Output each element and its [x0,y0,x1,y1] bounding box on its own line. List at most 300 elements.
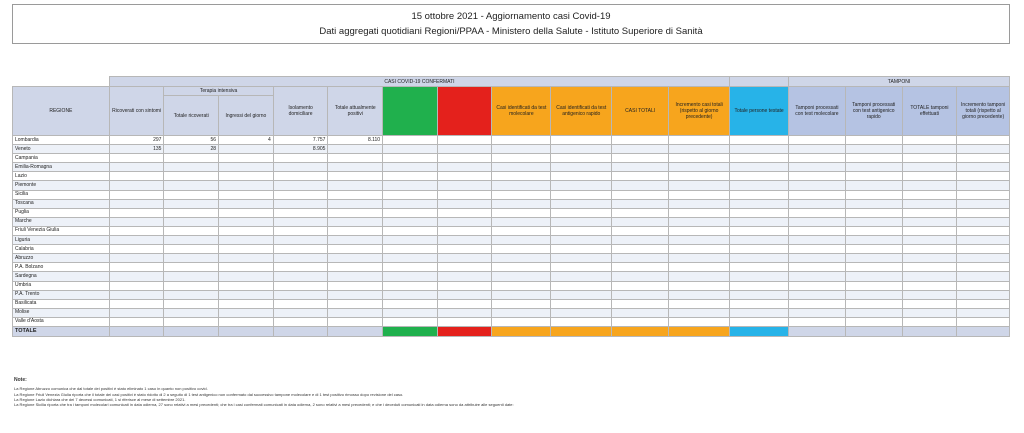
table-row [13,190,1010,199]
cell-col-6 [383,217,438,226]
cell-col-11 [669,245,730,254]
table-row [13,226,1010,235]
cell-col-9 [551,136,612,145]
region-name: TOTALE [13,326,110,336]
cell-col-14 [845,172,902,181]
cell-col-4 [273,172,328,181]
header-col-15: TOTALE tamponi effettuati [902,87,957,136]
cell-col-9 [551,281,612,290]
cell-col-11 [669,181,730,190]
cell-col-10 [612,326,669,336]
cell-col-15 [902,326,957,336]
cell-col-8 [492,136,551,145]
region-name: Lombardia [13,136,110,145]
cell-col-2 [164,290,219,299]
cell-col-4 [273,326,328,336]
cell-col-10 [612,317,669,326]
cell-col-16 [957,181,1010,190]
cell-col-2 [164,263,219,272]
cell-col-9 [551,290,612,299]
cell-col-1: 297 [109,136,164,145]
cell-col-2 [164,299,219,308]
cell-col-4 [273,281,328,290]
table-row [13,208,1010,217]
cell-col-8 [492,181,551,190]
cell-col-8 [492,308,551,317]
cell-col-2 [164,236,219,245]
cell-col-15 [902,172,957,181]
cell-col-14 [845,299,902,308]
page-title: 15 ottobre 2021 - Aggiornamento casi Covid-19 [411,11,611,22]
cell-col-2 [164,181,219,190]
cell-col-15 [902,181,957,190]
table-row [13,245,1010,254]
cell-col-16 [957,317,1010,326]
cell-col-16 [957,226,1010,235]
region-name: Piemonte [13,181,110,190]
cell-col-4 [273,254,328,263]
cell-col-8 [492,254,551,263]
table-row [13,317,1010,326]
cell-col-3 [219,226,274,235]
cell-col-5 [328,272,383,281]
region-name: Sicilia [13,190,110,199]
header-col-16: Incremento tamponi totali (rispetto al giorno precedente) [957,87,1010,136]
cell-col-9 [551,145,612,154]
cell-col-13 [789,272,846,281]
cell-col-14 [845,145,902,154]
table-row [13,254,1010,263]
cell-col-4 [273,236,328,245]
cell-col-14 [845,217,902,226]
cell-col-6 [383,236,438,245]
cell-col-2 [164,217,219,226]
cell-col-8 [492,154,551,163]
title-box [12,4,1010,44]
table-row [13,236,1010,245]
cell-col-15 [902,308,957,317]
cell-col-14 [845,163,902,172]
cell-col-15 [902,154,957,163]
cell-col-7 [437,254,492,263]
table-row [13,290,1010,299]
region-name: P.A. Trento [13,290,110,299]
region-name: Marche [13,217,110,226]
cell-col-7 [437,263,492,272]
cell-col-11 [669,317,730,326]
table-row [13,163,1010,172]
header-col-7 [437,87,492,136]
cell-col-12 [730,263,789,272]
cell-col-13 [789,181,846,190]
cell-col-11 [669,136,730,145]
cell-col-1 [109,308,164,317]
note-line: La Regione Abruzzo comunica che dal totale dei positivi è stato eliminato 1 caso in quanto non positivo covid. [14,386,208,392]
cell-col-6 [383,226,438,235]
cell-col-2 [164,199,219,208]
cell-col-13 [789,208,846,217]
cell-col-5 [328,281,383,290]
cell-col-2 [164,245,219,254]
cell-col-5 [328,217,383,226]
cell-col-3: 4 [219,136,274,145]
cell-col-11 [669,254,730,263]
cell-col-14 [845,245,902,254]
cell-col-4 [273,317,328,326]
cell-col-3 [219,317,274,326]
cell-col-1 [109,226,164,235]
cell-col-14 [845,236,902,245]
cell-col-7 [437,236,492,245]
region-name: Lazio [13,172,110,181]
cell-col-4 [273,226,328,235]
cell-col-9 [551,226,612,235]
cell-col-14 [845,190,902,199]
cell-col-13 [789,254,846,263]
cell-col-5 [328,199,383,208]
cell-col-8 [492,326,551,336]
cell-col-12 [730,308,789,317]
cell-col-4 [273,199,328,208]
cell-col-12 [730,272,789,281]
cell-col-8 [492,208,551,217]
cell-col-3 [219,190,274,199]
cell-col-16 [957,290,1010,299]
cell-col-6 [383,308,438,317]
cell-col-16 [957,172,1010,181]
cell-col-6 [383,245,438,254]
cell-col-3 [219,263,274,272]
cell-col-12 [730,145,789,154]
cell-col-2 [164,308,219,317]
cell-col-1 [109,190,164,199]
cell-col-6 [383,136,438,145]
cell-col-13 [789,308,846,317]
group-header-swabs: TAMPONI [789,77,1010,87]
cell-col-7 [437,326,492,336]
cell-col-5 [328,308,383,317]
cell-col-2 [164,272,219,281]
cell-col-3 [219,172,274,181]
cell-col-2: 56 [164,136,219,145]
cell-col-5 [328,154,383,163]
cell-col-13 [789,172,846,181]
cell-col-8 [492,299,551,308]
cell-col-16 [957,163,1010,172]
cell-col-2 [164,326,219,336]
table-row [13,299,1010,308]
cell-col-14 [845,290,902,299]
table-row [13,281,1010,290]
header-col-13: Tamponi processati con test molecolare [789,87,846,136]
cell-col-3 [219,163,274,172]
cell-col-4 [273,272,328,281]
cell-col-16 [957,245,1010,254]
cell-col-7 [437,272,492,281]
cell-col-16 [957,263,1010,272]
cell-col-8 [492,317,551,326]
region-name: Puglia [13,208,110,217]
cell-col-11 [669,290,730,299]
cell-col-10 [612,308,669,317]
cell-col-8 [492,290,551,299]
cell-col-12 [730,236,789,245]
cell-col-10 [612,145,669,154]
cell-col-12 [730,226,789,235]
cell-col-15 [902,245,957,254]
cell-col-16 [957,299,1010,308]
cell-col-10 [612,281,669,290]
cell-col-1 [109,236,164,245]
cell-col-6 [383,263,438,272]
header-intensive-group: Terapia intensiva [164,87,273,96]
cell-col-7 [437,190,492,199]
cell-col-2 [164,154,219,163]
cell-col-9 [551,163,612,172]
cell-col-15 [902,290,957,299]
region-name: Molise [13,308,110,317]
region-name: Liguria [13,236,110,245]
cell-col-12 [730,326,789,336]
cell-col-1 [109,290,164,299]
cell-col-8 [492,145,551,154]
header-col-10: CASI TOTALI [612,87,669,136]
cell-col-7 [437,317,492,326]
region-name: Basilicata [13,299,110,308]
cell-col-13 [789,326,846,336]
cell-col-4 [273,154,328,163]
region-name: Toscana [13,199,110,208]
cell-col-16 [957,199,1010,208]
cell-col-12 [730,245,789,254]
cell-col-6 [383,154,438,163]
cell-col-2 [164,163,219,172]
group-header-tested [730,77,789,87]
cell-col-8 [492,190,551,199]
cell-col-4: 8.905 [273,145,328,154]
cell-col-6 [383,190,438,199]
cell-col-8 [492,281,551,290]
region-name: Emilia-Romagna [13,163,110,172]
cell-col-5 [328,254,383,263]
cell-col-10 [612,263,669,272]
cell-col-7 [437,136,492,145]
cell-col-14 [845,226,902,235]
cell-col-4 [273,308,328,317]
cell-col-6 [383,281,438,290]
cell-col-10 [612,245,669,254]
cell-col-14 [845,199,902,208]
cell-col-3 [219,245,274,254]
table-row [13,263,1010,272]
cell-col-12 [730,190,789,199]
cell-col-4 [273,290,328,299]
group-header-cases: CASI COVID-19 CONFERMATI [109,77,729,87]
cell-col-9 [551,154,612,163]
cell-col-13 [789,199,846,208]
cell-col-7 [437,154,492,163]
cell-col-15 [902,217,957,226]
cell-col-12 [730,154,789,163]
cell-col-9 [551,254,612,263]
cell-col-15 [902,281,957,290]
cell-col-5 [328,163,383,172]
cell-col-11 [669,226,730,235]
cell-col-11 [669,145,730,154]
cell-col-8 [492,245,551,254]
cell-col-15 [902,317,957,326]
cell-col-12 [730,299,789,308]
table-row [13,217,1010,226]
cell-col-11 [669,281,730,290]
cell-col-10 [612,163,669,172]
cell-col-10 [612,254,669,263]
cell-col-1 [109,154,164,163]
table-row [13,136,1010,145]
header-col-5: Totale attualmente positivi [328,87,383,136]
cell-col-9 [551,190,612,199]
notes-title: Note: [14,377,27,383]
cell-col-1 [109,172,164,181]
cell-col-3 [219,181,274,190]
cell-col-4 [273,245,328,254]
cell-col-4 [273,263,328,272]
cell-col-11 [669,299,730,308]
cell-col-4 [273,299,328,308]
cell-col-2 [164,208,219,217]
cell-col-4 [273,208,328,217]
cell-col-1 [109,208,164,217]
cell-col-2 [164,317,219,326]
cell-col-10 [612,181,669,190]
cell-col-7 [437,245,492,254]
cell-col-16 [957,254,1010,263]
header-col-3: Ingressi del giorno [219,96,274,136]
cell-col-14 [845,272,902,281]
cell-col-2 [164,226,219,235]
cell-col-14 [845,136,902,145]
page-subtitle: Dati aggregati quotidiani Regioni/PPAA - Ministero della Salute - Istituto Superiore di Sanità [319,26,703,37]
cell-col-15 [902,263,957,272]
region-name: Veneto [13,145,110,154]
cell-col-2 [164,254,219,263]
cell-col-1 [109,317,164,326]
cell-col-4 [273,163,328,172]
cell-col-12 [730,281,789,290]
cell-col-7 [437,163,492,172]
cell-col-1 [109,281,164,290]
cell-col-15 [902,226,957,235]
cell-col-14 [845,181,902,190]
cell-col-13 [789,217,846,226]
region-name: Friuli Venezia Giulia [13,226,110,235]
cell-col-12 [730,136,789,145]
header-col-2: Totale ricoverati [164,96,219,136]
cell-col-13 [789,154,846,163]
cell-col-1 [109,263,164,272]
cell-col-3 [219,236,274,245]
cell-col-1 [109,326,164,336]
cell-col-13 [789,281,846,290]
cell-col-9 [551,317,612,326]
cell-col-2 [164,281,219,290]
cell-col-12 [730,172,789,181]
cell-col-9 [551,263,612,272]
region-name: Calabria [13,245,110,254]
cell-col-6 [383,199,438,208]
cell-col-9 [551,326,612,336]
cell-col-11 [669,326,730,336]
cell-col-14 [845,254,902,263]
cell-col-4 [273,217,328,226]
cell-col-9 [551,236,612,245]
cell-col-1 [109,163,164,172]
cell-col-12 [730,317,789,326]
cell-col-6 [383,172,438,181]
cell-col-7 [437,299,492,308]
cell-col-10 [612,136,669,145]
cell-col-1 [109,245,164,254]
cell-col-16 [957,145,1010,154]
table-row [13,172,1010,181]
cell-col-7 [437,172,492,181]
header-col-12: Totale persone testate [730,87,789,136]
region-name: Sardegna [13,272,110,281]
cell-col-1 [109,199,164,208]
region-name: Valle d'Aosta [13,317,110,326]
cell-col-12 [730,217,789,226]
cell-col-10 [612,226,669,235]
cell-col-5 [328,326,383,336]
cell-col-2 [164,172,219,181]
cell-col-8 [492,172,551,181]
cell-col-2 [164,190,219,199]
cell-col-6 [383,326,438,336]
cell-col-15 [902,208,957,217]
cell-col-16 [957,154,1010,163]
cell-col-16 [957,272,1010,281]
cell-col-15 [902,190,957,199]
cell-col-6 [383,208,438,217]
cell-col-5: 8.110 [328,136,383,145]
cell-col-11 [669,199,730,208]
note-line: La Regione Lazio dichiara che dei 7 decessi comunicati, 1 si riferisce al mese di settembre 2021. [14,396,186,402]
cell-col-10 [612,290,669,299]
cell-col-11 [669,190,730,199]
cell-col-11 [669,163,730,172]
region-name: Umbria [13,281,110,290]
cell-col-15 [902,236,957,245]
cell-col-5 [328,172,383,181]
header-region: REGIONE [13,87,110,136]
table-row [13,181,1010,190]
cell-col-11 [669,154,730,163]
cell-col-6 [383,145,438,154]
cell-col-3 [219,290,274,299]
cell-col-11 [669,217,730,226]
cell-col-14 [845,308,902,317]
cell-col-14 [845,281,902,290]
cell-col-7 [437,145,492,154]
cell-col-9 [551,245,612,254]
table-row [13,308,1010,317]
cell-col-8 [492,263,551,272]
cell-col-3 [219,199,274,208]
cell-col-8 [492,236,551,245]
cell-col-5 [328,145,383,154]
cell-col-3 [219,208,274,217]
cell-col-9 [551,199,612,208]
